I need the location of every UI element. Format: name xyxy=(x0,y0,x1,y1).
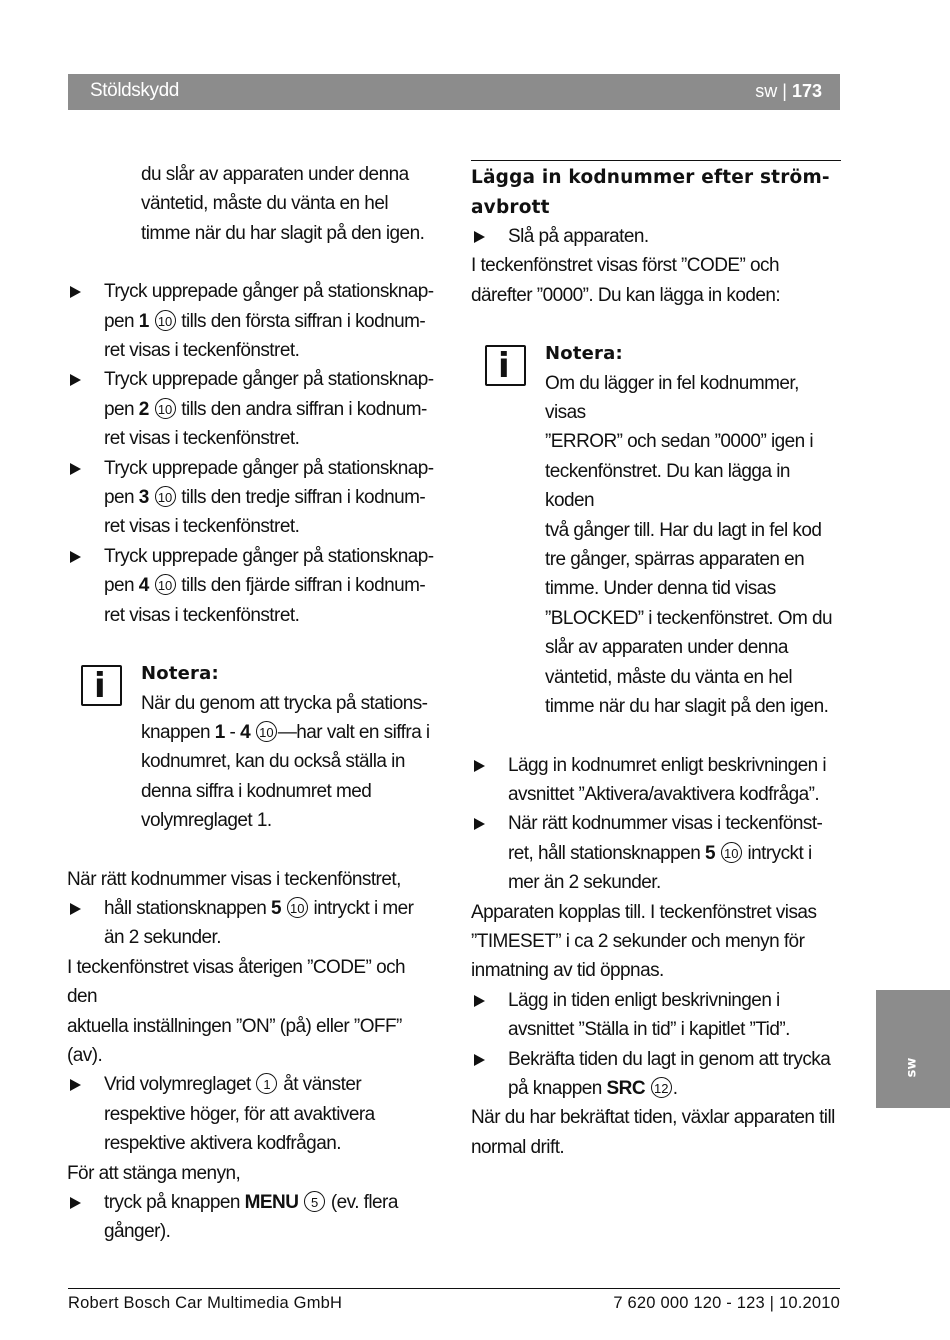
note-box: i Notera: När du genom att trycka på stations- knappen 1 - 4 10 —har valt en siffra i kodnumret, kan du också ställa in denna siffra i kodnumret med volymreglaget 1. xyxy=(67,659,437,835)
callout-number: 10 xyxy=(155,398,176,419)
callout-number: 1 xyxy=(256,1073,277,1094)
arrow-icon xyxy=(474,231,485,243)
arrow-icon xyxy=(70,1197,81,1209)
arrow-icon xyxy=(70,286,81,298)
arrow-icon xyxy=(70,1079,81,1091)
continued-note: du slår av apparaten under denna väntetid, måste du vänta en hel timme när du har slagit på den igen. xyxy=(141,164,425,244)
step-digit-2: Tryck upprepade gånger på stationsknap- pen 2 10 tills den andra siffran i kodnum- ret visas i teckenfönstret. xyxy=(67,365,437,453)
callout-number: 10 xyxy=(155,310,176,331)
arrow-icon xyxy=(474,818,485,830)
step-digit-4: Tryck upprepade gånger på stationsknap- pen 4 10 tills den fjärde siffran i kodnum- ret visas i teckenfönstret. xyxy=(67,542,437,630)
paragraph: När rätt kodnummer visas i teckenfönstret, xyxy=(67,868,401,890)
footer-company: Robert Bosch Car Multimedia GmbH xyxy=(68,1294,343,1312)
callout-number: 10 xyxy=(721,842,742,863)
callout-number: 12 xyxy=(651,1077,672,1098)
step-volume: Vrid volymreglaget 1 åt vänster respektive höger, för att avaktivera respektive aktivera kodfrågan. xyxy=(67,1070,437,1158)
arrow-icon xyxy=(70,551,81,563)
paragraph: Apparaten kopplas till. I teckenfönstret visas ”TIMESET” i ca 2 sekunder och menyn för inmatning av tid öppnas. xyxy=(471,901,817,982)
arrow-icon xyxy=(70,463,81,475)
page-number: sw | 173 xyxy=(755,81,822,101)
paragraph: I teckenfönstret visas återigen ”CODE” och den aktuella inställningen ”ON” (på) eller ”OFF” (av). xyxy=(67,956,406,1066)
arrow-icon xyxy=(474,1054,485,1066)
callout-number: 10 xyxy=(287,897,308,918)
step-power-on: Slå på apparaten. xyxy=(471,222,841,251)
step-digit-1: Tryck upprepade gånger på stationsknap- pen 1 10 tills den första siffran i kodnum- ret visas i teckenfönstret. xyxy=(67,277,437,365)
step-enter-time: Lägg in tiden enligt beskrivningen i avsnittet ”Ställa in tid” i kapitlet ”Tid”. xyxy=(471,986,841,1045)
step-digit-3: Tryck upprepade gånger på stationsknap- pen 3 10 tills den tredje siffran i kodnum- ret visas i teckenfönstret. xyxy=(67,454,437,542)
paragraph: När du har bekräftat tiden, växlar apparaten till normal drift. xyxy=(471,1107,835,1158)
arrow-icon xyxy=(70,374,81,386)
language-tab: sw xyxy=(876,990,950,1108)
arrow-icon xyxy=(70,903,81,915)
step-menu: tryck på knappen MENU 5 (ev. flera gånger). xyxy=(67,1188,437,1247)
callout-number: 10 xyxy=(155,486,176,507)
step-hold-5: När rätt kodnummer visas i teckenfönst- ret, håll stationsknappen 5 10 intryckt i mer än 2 sekunder. xyxy=(471,809,841,897)
step-confirm-time: Bekräfta tiden du lagt in genom att trycka på knappen SRC 12 . xyxy=(471,1045,841,1104)
right-column xyxy=(471,160,841,1162)
footer-docnumber: 7 620 000 120 - 123 | 10.2010 xyxy=(613,1294,840,1312)
arrow-icon xyxy=(474,760,485,772)
step-hold-5: håll stationsknappen 5 10 intryckt i mer än 2 sekunder. xyxy=(67,894,437,953)
page-header xyxy=(68,74,840,110)
footer-divider xyxy=(68,1288,840,1289)
note-box: i Notera: Om du lägger in fel kodnummer, visas ”ERROR” och sedan ”0000” igen i teckenfönstret. Du kan lägga in koden två gånger till. Har du lagt in fel kod tre gånger, spärras apparaten en timme. Under denna tid visas ”BLOCKED” i teckenfönstret. Om du slår av apparaten under denna väntetid, måste du vänta en hel timme när du har slagit på den igen. xyxy=(471,339,841,721)
callout-number: 10 xyxy=(256,721,277,742)
paragraph: För att stänga menyn, xyxy=(67,1162,241,1184)
callout-number: 5 xyxy=(304,1191,325,1212)
info-icon: i xyxy=(485,345,526,386)
left-column xyxy=(67,160,437,1247)
step-enter-code: Lägg in kodnumret enligt beskrivningen i avsnittet ”Aktivera/avaktivera kodfråga”. xyxy=(471,751,841,810)
section-title: Stöldskydd xyxy=(90,80,179,101)
callout-number: 10 xyxy=(155,574,176,595)
section-heading: Lägga in kodnummer efter ström- avbrott xyxy=(471,160,841,222)
paragraph: I teckenfönstret visas först ”CODE” och därefter ”0000”. Du kan lägga in koden: xyxy=(471,255,781,306)
arrow-icon xyxy=(474,995,485,1007)
info-icon: i xyxy=(81,665,122,706)
